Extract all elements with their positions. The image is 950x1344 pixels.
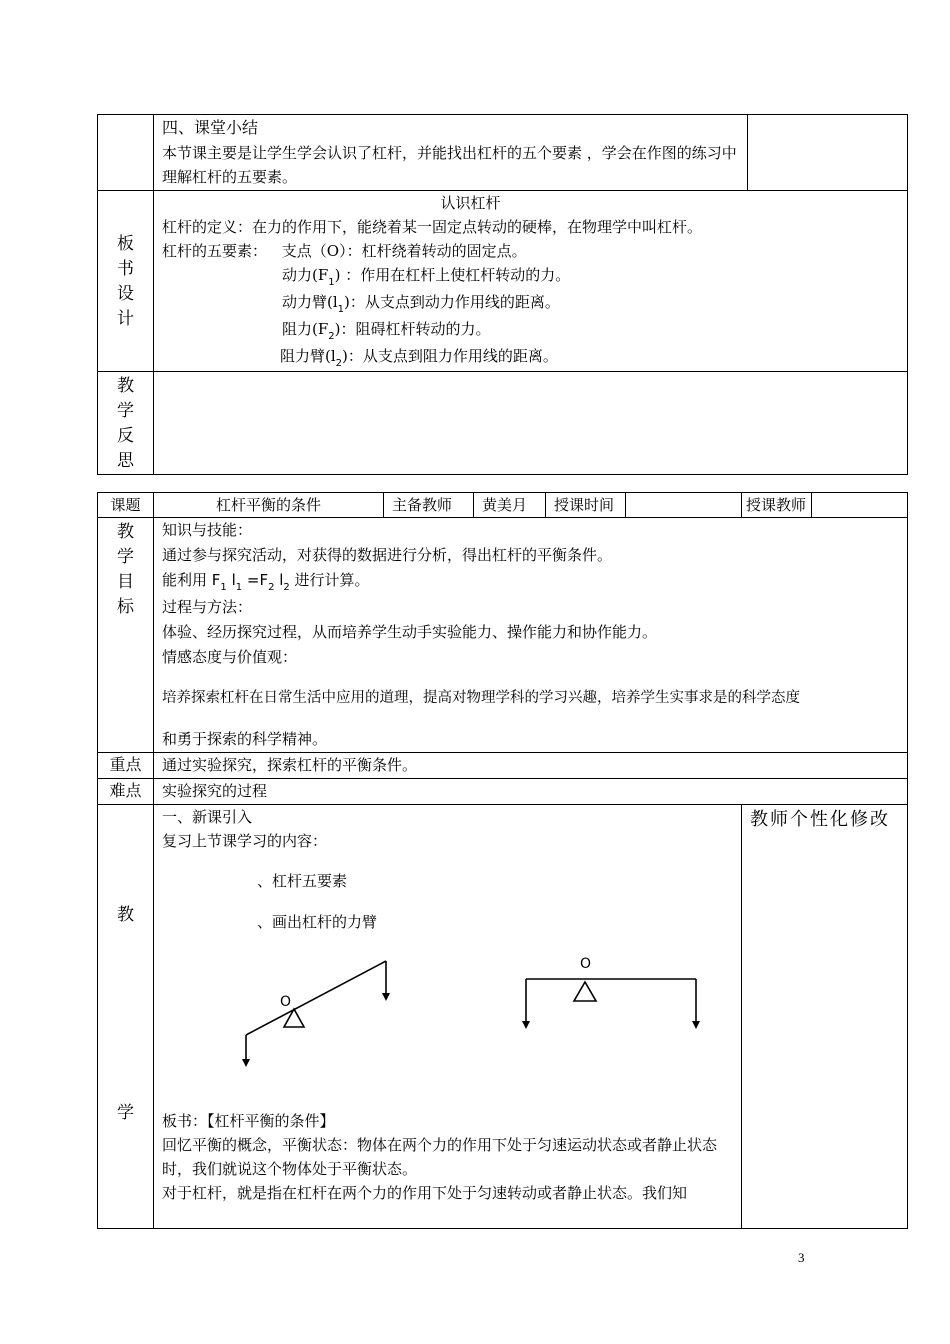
empty-cell — [98, 115, 154, 191]
board-item-pre: 动力(F — [282, 266, 329, 284]
notes-cell: 教师个性化修改 — [742, 805, 908, 1229]
time-value — [626, 493, 742, 518]
reflection-cell — [154, 372, 908, 475]
reflection-label-char: 反 — [117, 426, 134, 446]
board-item-sub: 1 — [328, 277, 335, 288]
teach-line: 一、新课引入 — [162, 808, 253, 826]
teach-label-char: 教 — [117, 905, 134, 925]
goals-label-char: 教 — [117, 522, 134, 542]
lecturer-label: 授课教师 — [742, 493, 812, 518]
board-item-sub: 2 — [335, 358, 343, 369]
board-item-post: )：阻碍杠杆转动的力。 — [334, 320, 491, 338]
teach-content-cell — [154, 805, 742, 1229]
board-item-post: )：从支点到阻力作用线的距离。 — [342, 347, 558, 365]
fulcrum-icon — [284, 1009, 304, 1027]
board-item: 支点（O）：杠杆绕着转动的固定点。 — [281, 242, 527, 260]
board-item — [162, 290, 899, 317]
topic-label: 课题 — [98, 493, 154, 518]
board-item — [162, 317, 899, 344]
board-item — [162, 263, 899, 290]
goals-formula: $F_1$ $l_1 =F_2$ $l_2$ — [211, 571, 290, 593]
teacher-label: 主备教师 — [384, 493, 474, 518]
board-five-elements — [162, 239, 899, 263]
board-item-post: ) ：作用在杠杆上使杠杆转动的力。 — [334, 266, 571, 284]
teacher-value: 黄美月 — [474, 493, 546, 518]
board-label-char: 设 — [117, 284, 134, 304]
lever-diagrams — [154, 943, 754, 1093]
reflection-label — [98, 372, 154, 475]
board-five-prefix: 杠杆的五要素： — [162, 242, 268, 260]
board-item-sub: 1 — [337, 304, 345, 315]
goals-line: 和勇于探索的科学精神。 — [162, 730, 328, 748]
teach-label-char: 学 — [117, 1103, 134, 1123]
board-label-char: 板 — [117, 234, 134, 254]
arrow-down-icon — [242, 1059, 250, 1067]
summary-table — [97, 114, 908, 475]
reflection-label-char: 思 — [117, 451, 134, 471]
goals-label — [98, 518, 154, 753]
summary-heading: 四、课堂小结 — [162, 118, 259, 137]
difficulty-text: 实验探究的过程 — [154, 779, 908, 805]
empty-cell — [748, 115, 908, 191]
teach-label — [98, 805, 154, 1229]
inclined-lever-diagram — [242, 961, 390, 1067]
fulcrum-icon — [574, 982, 596, 1001]
reflection-label-char: 教 — [117, 376, 134, 396]
topic-value: 杠杆平衡的条件 — [154, 493, 384, 518]
board-label — [98, 191, 154, 372]
teach-line: 回忆平衡的概念，平衡状态：物体在两个力的作用下处于匀速运动状态或者静止状态时，我们就说这个物体处于平衡状态。 — [162, 1136, 718, 1178]
key-label: 重点 — [98, 753, 154, 779]
arrow-down-icon — [382, 993, 390, 1001]
time-label: 授课时间 — [546, 493, 626, 518]
board-item — [162, 344, 899, 371]
goals-line: 情感态度与价值观： — [162, 648, 298, 666]
goals-label-char: 目 — [117, 572, 134, 592]
goals-line: 通过参与探究活动，对获得的数据进行分析，得出杠杆的平衡条件。 — [162, 546, 613, 564]
summary-text: 本节课主要是让学生学会认识了杠杆，并能找出杠杆的五个要素 ，学会在作图的练习中理解杠杆的五要素。 — [162, 144, 737, 186]
lever-bar — [246, 961, 386, 1035]
teach-line: 复习上节课学习的内容： — [162, 832, 328, 850]
summary-cell — [154, 115, 748, 191]
board-title: 认识杠杆 — [440, 194, 501, 212]
horizontal-lever-diagram — [522, 956, 700, 1029]
board-item-pre: 阻力(F — [282, 320, 329, 338]
arrow-down-icon — [692, 1021, 700, 1029]
board-label-char: 计 — [117, 309, 134, 329]
board-item-pre: 阻力臂(l — [280, 347, 336, 365]
board-item-pre: 动力臂(l — [282, 293, 338, 311]
arrow-down-icon — [522, 1021, 530, 1029]
difficulty-label: 难点 — [98, 779, 154, 805]
page-number: 3 — [798, 1250, 805, 1265]
fulcrum-label: O — [280, 994, 292, 1010]
goals-label-char: 学 — [117, 547, 134, 567]
board-design-cell — [154, 191, 908, 372]
teach-line: 板书：【杠杆平衡的条件】 — [162, 1112, 335, 1130]
fulcrum-label: O — [580, 956, 592, 972]
teach-item: 、画出杠杆的力臂 — [257, 913, 378, 931]
lesson-table — [97, 492, 908, 1229]
teach-line: 对于杠杆，就是指在杠杆在两个力的作用下处于匀速转动或者静止状态。我们知 — [162, 1184, 688, 1202]
goals-formula-pre: 能利用 — [162, 571, 212, 589]
board-label-char: 书 — [117, 259, 134, 279]
board-definition: 杠杆的定义：在力的作用下，能绕着某一固定点转动的硬棒，在物理学中叫杠杆。 — [162, 218, 703, 236]
key-text: 通过实验探究，探索杠杆的平衡条件。 — [154, 753, 908, 779]
goals-label-char: 标 — [117, 597, 134, 617]
goals-line: 过程与方法： — [162, 598, 253, 616]
goals-cell — [154, 518, 908, 753]
goals-line: 体验、经历探究过程，从而培养学生动手实验能力、操作能力和协作能力。 — [162, 623, 658, 641]
board-item-sub: 2 — [328, 331, 335, 342]
board-item-post: )：从支点到动力作用线的距离。 — [344, 293, 560, 311]
goals-formula-line — [162, 568, 899, 595]
reflection-label-char: 学 — [117, 401, 134, 421]
goals-line: 知识与技能： — [162, 521, 253, 539]
goals-line: 培养探索杠杆在日常生活中应用的道理，提高对物理学科的学习兴趣，培养学生实事求是的科学态度 — [162, 690, 800, 706]
lecturer-value — [812, 493, 908, 518]
goals-formula-post: 进行计算。 — [289, 571, 370, 589]
teach-item: 、杠杆五要素 — [257, 872, 348, 890]
